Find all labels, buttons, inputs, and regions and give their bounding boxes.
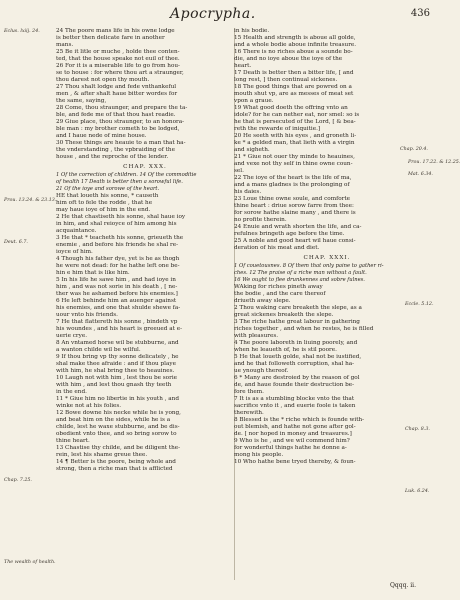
text-line: de. [ nor hoped in money and treasures.] [234, 431, 352, 437]
text-line: 25 A noble and good heart wil haue consi- [234, 238, 356, 244]
right-column [234, 28, 420, 466]
text-line: 10 Who hathe bene tryed thereby, & foun- [234, 459, 356, 465]
text-line: mouth shut vp, are as messes of meat set [234, 91, 354, 97]
running-title: Apocrypha. [170, 6, 256, 22]
text-line: uerie crye. [56, 333, 88, 339]
text-line: 10 Laugh not with him , lest thou be sorie [56, 375, 178, 381]
text-line: ke * a gelded man, that lieth with a virgin [234, 140, 355, 146]
text-line: ue ynough thereof. [234, 368, 289, 374]
text-line: the vnderstanding , the vpbraiding of the [56, 147, 175, 153]
text-line: 27 Thou shalt lodge and fede vnthankeful [56, 84, 177, 90]
text-line: and I haue nede of mine house. [56, 133, 147, 139]
text-line: his woundes , and his heart is greeued at e- [56, 326, 183, 332]
text-line: die, and no ioye aboue the ioye of the [234, 56, 343, 62]
text-line: 3 The riche hathe great labour in gathering [234, 319, 360, 325]
text-line: is better then delicate fare in another [56, 35, 165, 41]
text-line: heart. [234, 63, 252, 69]
text-line: rein, lest his shame greue thee. [56, 452, 148, 458]
text-line: riches together , and when he restes, he is filled [234, 326, 374, 332]
text-line: when he leaueth of, he is stil poore. [234, 347, 337, 353]
text-line: 6 * Many are destroied by the reason of gol [234, 375, 360, 381]
text-line: and sigheth. [234, 147, 270, 153]
text-line: 21 Of the ioye and sorowe of the heart. [56, 186, 160, 192]
text-line: with pleasures. [234, 333, 279, 339]
text-line: house , and the reproche of the lender. [56, 154, 169, 160]
margin-note: Chap. 8.3. [405, 427, 430, 432]
text-line: 8 An vntamed horse wil be stubburne, and [56, 340, 179, 346]
text-line: 15 Health and strength is aboue all golde, [234, 35, 356, 41]
text-line: de, and haue founde their destruction be- [234, 382, 355, 388]
text-line: men , & after shalt haue bitter wordes for [56, 91, 178, 97]
text-line: no profite therein. [234, 217, 287, 223]
text-line: for wonderful things hathe he donne a- [234, 445, 347, 451]
text-line: his enemies, and one that shulde shewe fa- [56, 305, 181, 311]
text-line: idole? for he can nether eat, nor smel: so is [234, 112, 360, 118]
text-line: 4 Though his father dye, yet is he as thogh [56, 256, 180, 262]
text-line: deration of his meat and diet. [234, 245, 320, 251]
text-line: 25 Be it litle or muche , holde thee conten- [56, 49, 180, 55]
page-number: 436 [410, 8, 430, 19]
text-line: acquaintance. [56, 228, 97, 234]
text-line: winke not at his folies. [56, 403, 122, 409]
margin-note: Chap. 20.4. [400, 147, 428, 152]
text-line: and he that followeth corruption, shal ha- [234, 361, 355, 367]
text-line: he that is persecuted of the Lord, [ & bea- [234, 119, 356, 125]
text-line: 2 Thou waking care breaketh the slepe, as a [234, 305, 362, 311]
text-line: strong, then a riche man that is afflicted [56, 466, 173, 472]
text-line: 19 What good doeth the offring vnto an [234, 105, 348, 111]
text-line: 2 He that chastiseth his sonne, shal haue ioy [56, 214, 186, 220]
text-line: 16 We ought to flee drunkennes and sobre fulnes. [234, 277, 365, 283]
margin-note: Chap. 7.25. [4, 478, 32, 483]
text-line: thine heart. [56, 438, 90, 444]
text-line: thine heart : driue sorow farre from thee: [234, 203, 354, 209]
text-line: him oft to fele the rodde , that he [56, 200, 153, 206]
text-line: a wanton childe wil be wilful. [56, 347, 141, 353]
text-line: driueth away slepe. [234, 298, 291, 304]
text-line: sacrifice vnto it , and euerie foole is taken [234, 403, 356, 409]
margin-note: Eccle. 5.12. [405, 302, 434, 307]
text-line: shal make thee afraide : and if thou playe [56, 361, 176, 367]
text-line: 12 Bowe downe his necke while he is yong, [56, 410, 181, 416]
text-line: him , and was not sorie in his death , [ ne- [56, 284, 178, 290]
text-line: ches. 12 The praise of a riche man without a fault. [234, 270, 367, 276]
text-line: CHAP. XXX. [123, 164, 167, 170]
text-line: with him, he shal bring thee to heauines. [56, 368, 175, 374]
text-line: his daies. [234, 189, 262, 195]
text-line: for sorow hathe slaine many , and there is [234, 210, 356, 216]
text-line: uour vnto his friends. [56, 312, 118, 318]
text-line: 7 It is as a stumbling blocke vnto the that [234, 396, 355, 402]
text-line: of health 17 Death is better then a sorowful life. [56, 179, 183, 185]
text-line: sel. [234, 168, 244, 174]
text-line: CHAP. XXXI. [303, 255, 351, 261]
text-line: in the end. [56, 389, 87, 395]
text-line: thou darest not open thy mouth. [56, 77, 150, 83]
text-line: ther was he ashamed before his enemies.] [56, 291, 178, 297]
margin-note: Prou. 13.24. & 23.13. [4, 198, 57, 203]
text-line: 5 In his life he sawe him , and had ioye in [56, 277, 176, 283]
text-line: 11 * Giue him no libertie in his youth , and [56, 396, 179, 402]
text-line: he were not dead: for he hathe left one be- [56, 263, 180, 269]
text-line: mong his people. [234, 452, 284, 458]
text-line: HE that loueth his sonne, * causeth [56, 193, 159, 199]
margin-note: Deut. 6.7. [4, 240, 28, 245]
text-line: 20 He seeth with his eyes , and groneth li- [234, 133, 357, 139]
text-line: enemie , and before his friends he shal re- [56, 242, 179, 248]
text-line: 29 Giue place, thou straunger, to an honora- [56, 119, 185, 125]
margin-note: Eclus. lxiij. 24. [4, 29, 40, 34]
margin-note: Mat. 6.34. [408, 172, 433, 177]
text-line: 24 The poore mans life in his owne lodge [56, 28, 175, 34]
text-line: 5 He that loueth golde, shal not be iustified, [234, 354, 362, 360]
left-column [56, 28, 234, 473]
text-line: ted, that the house speake not euil of thee. [56, 56, 180, 62]
text-line: long rest, ] then continual sickenes. [234, 77, 338, 83]
text-line: may haue ioye of him in the end. [56, 207, 151, 213]
text-line: 23 Loue thine owne soule, and comforte [234, 196, 351, 202]
text-line: refulnes bringeth age before the time. [234, 231, 345, 237]
margin-note: Prou. 17.22. & 12.25. [408, 160, 460, 165]
text-line: and vexe not thy self in thine owne coun- [234, 161, 353, 167]
text-line: 26 For it is a miserable life to go from hou- [56, 63, 180, 69]
text-line: 17 Death is better then a bitter life, [ and [234, 70, 354, 76]
text-line: 13 Chastise thy childe, and be diligent the- [56, 445, 181, 451]
text-line: with him , and lest thou gnash thy teeth [56, 382, 172, 388]
text-line: out blemish, and hathe not gone after gol- [234, 424, 356, 430]
text-line: 9 Who is he , and we wil commend him? [234, 438, 350, 444]
text-line: obedient vnto thee, and so bring sorow to [56, 431, 177, 437]
text-line: 9 If thou bring vp thy sonne delicately , he [56, 354, 179, 360]
text-line: 4 The poore laboreth in liuing poorely, and [234, 340, 358, 346]
text-line: the same, saying, [56, 98, 107, 104]
margin-note: Luk. 6.24. [405, 489, 430, 494]
text-line: 16 There is no riches aboue a sounde bo- [234, 49, 353, 55]
text-line: ioyce of him. [56, 249, 93, 255]
margin-note: The wealth of health. [4, 560, 56, 565]
text-line: 1 Of couetousnes. 8 Of them that only paine to gather ri- [234, 263, 384, 269]
text-line: WAking for riches pineth away [234, 284, 323, 290]
text-line: great sickenes breaketh the slepe. [234, 312, 334, 318]
text-line: hin e him that is like him. [56, 270, 130, 276]
running-head [0, 6, 440, 26]
text-line: and beat him on the sides, while he is a [56, 417, 171, 423]
text-line: vpon a graue. [234, 98, 274, 104]
text-line: 14 ¶ Better is the poore, being whole and [56, 459, 176, 465]
text-line: in his bodie. [234, 28, 270, 34]
text-line: reth the rewarde of iniquitie.] [234, 126, 321, 132]
text-line: 30 These things are heauie to a man that ha- [56, 140, 186, 146]
text-line: 6 He left behinde him an auenger against [56, 298, 177, 304]
text-line: mans. [56, 42, 74, 48]
signature-mark: Qqqq. ii. [389, 582, 416, 589]
text-line: 1 Of the correction of children. 14 Of the commoditie [56, 172, 197, 178]
text-line: and a whole bodie aboue infinite treasure. [234, 42, 357, 48]
text-line: therewith. [234, 410, 264, 416]
text-line: ble, and fede me of that thou hast readie. [56, 112, 176, 118]
text-line: and a mans gladnes is the prolonging of [234, 182, 350, 188]
text-line: 8 Blessed is the * riche which is founde with- [234, 417, 365, 423]
text-line: childe, lest he waxe stubburne, and be dis- [56, 424, 180, 430]
text-line: 24 Enuie and wrath shorten the life, and ca- [234, 224, 362, 230]
text-line: 22 The ioye of the heart is the life of ma, [234, 175, 352, 181]
text-line: 7 He that flattereth his sonne , bindeth vp [56, 319, 178, 325]
text-line: ble man : my brother cometh to be lodged, [56, 126, 180, 132]
text-line: in him, and shal reioyce of him among his [56, 221, 177, 227]
text-line: 21 * Giue not ouer thy minde to heauines, [234, 154, 355, 160]
text-line: 18 The good things that are powred on a [234, 84, 352, 90]
text-line: the bodie , and the care thereof [234, 291, 326, 297]
text-line: fore them. [234, 389, 264, 395]
text-line: se to house : for where thou art a straunger, [56, 70, 184, 76]
text-line: 3 He that * teacheth his sonne, grieueth the [56, 235, 184, 241]
text-line: 28 Come, thou straunger, and prepare the ta- [56, 105, 188, 111]
